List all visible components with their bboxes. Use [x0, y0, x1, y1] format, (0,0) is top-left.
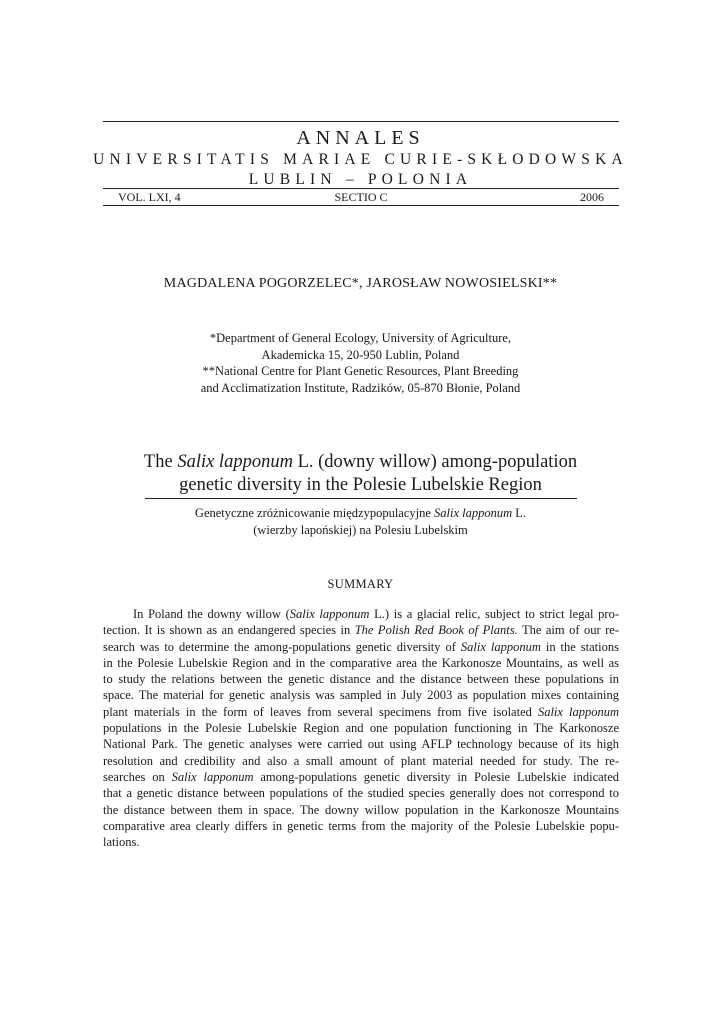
summary-line [103, 671, 619, 687]
summary-italic-text: Salix lapponum [289, 607, 370, 621]
summary-line [103, 818, 619, 834]
summary-text-run: plant materials in the form of leaves from several specimens from five isolated [103, 704, 538, 719]
title-rule [145, 498, 577, 499]
summary-line [103, 704, 619, 720]
summary-text-run: the distance between them in space. The downy willow population in the Karkonosze Mountains [103, 802, 619, 817]
header-top-rule [103, 121, 619, 122]
summary-text-run: in the stations [540, 639, 619, 654]
summary-line [103, 606, 619, 622]
summary-text-run: in the Polesie Lubelskie Region and in the comparative area the Karkonosze Mountains, as well as [103, 655, 619, 670]
summary-text-run: The aim of our re- [517, 623, 619, 638]
summary-text-run: comparative area clearly differs in genetic terms from the majority of the Polesie Lubelskie popu- [103, 818, 619, 833]
summary-text-run: L.) is a glacial relic, subject to strict legal pro- [369, 607, 619, 621]
affiliations [0, 330, 721, 396]
summary-italic-text: Salix lapponum [460, 639, 541, 654]
summary-line [103, 769, 619, 785]
summary-heading: SUMMARY [327, 577, 394, 591]
summary-line [103, 785, 619, 801]
authors: MAGDALENA POGORZELEC*, JAROSŁAW NOWOSIELSKI** [163, 276, 558, 291]
volume-number: VOL. LXI, 4 [118, 190, 181, 204]
summary-italic-text: Salix lapponum [537, 704, 619, 719]
header-bottom-rule [103, 205, 619, 206]
summary-italic-text: The Polish Red Book of Plants. [354, 623, 518, 638]
summary-text-run: lations. [103, 835, 140, 850]
polish-title-line-1: Genetyczne zróżnicowanie międzypopulacyjne Salix lapponum L. [194, 506, 527, 520]
summary-text-run: populations in the Polesie Lubelskie Region and one population functioning in The Karkonosze [103, 721, 619, 736]
affiliation-line: and Acclimatization Institute, Radzików, 05-870 Błonie, Poland [200, 380, 521, 395]
summary-text-run: that a genetic distance between populations of the studied species generally does not correspond to [103, 786, 619, 801]
journal-subtitle: UNIVERSITATIS MARIAE CURIE-SKŁODOWSKA [93, 151, 628, 168]
affiliation-line: *Department of General Ecology, University of Agriculture, [209, 331, 512, 345]
journal-title: ANNALES [296, 127, 425, 149]
summary-text-run: resolution and credibility and also a small amount of plant material needed for study. The re- [103, 753, 619, 768]
summary-line [103, 834, 619, 850]
summary-line [103, 639, 619, 655]
article-title [0, 451, 721, 497]
title-line-2: genetic diversity in the Polesie Lubelskie Region [179, 475, 542, 495]
summary-text-run: among-populations genetic diversity in Polesie Lubelskie indicated [253, 769, 619, 784]
title-line-1: The Salix lapponum L. (downy willow) among-population [143, 452, 578, 472]
summary-text-run: to study the relations between the genetic distance and the distance between these populations in [103, 672, 619, 687]
summary-line [103, 736, 619, 752]
polish-title-line-2: (wierzby lapońskiej) na Polesiu Lubelskim [253, 522, 468, 537]
summary-text-run: tection. It is shown as an endangered species in [103, 623, 355, 638]
summary-italic-text: Salix lapponum [171, 769, 254, 784]
summary-line [103, 802, 619, 818]
summary-text-run: space. The material for genetic analysis was sampled in July 2003 as population mixes containing [103, 688, 619, 703]
summary-line [103, 687, 619, 703]
summary-text-run: searches on [103, 769, 172, 784]
summary-line [103, 622, 619, 638]
journal-place: LUBLIN – POLONIA [248, 171, 473, 188]
section-label: SECTIO C [334, 190, 388, 204]
affiliation-line: Akademicka 15, 20-950 Lublin, Poland [261, 347, 460, 362]
affiliation-line: **National Centre for Plant Genetic Resources, Plant Breeding [202, 364, 519, 378]
polish-title [0, 505, 721, 538]
volume-year: 2006 [580, 190, 604, 204]
summary-text-run: search was to determine the among-populations genetic diversity of [103, 639, 461, 654]
summary-text [103, 606, 619, 850]
summary-text-run: National Park. The genetic analyses were carried out using AFLP technology because of its high [103, 737, 619, 752]
summary-line [103, 720, 619, 736]
summary-line [103, 753, 619, 769]
volume-line [103, 189, 619, 205]
summary-text-run: In Poland the downy willow ( [133, 607, 290, 621]
summary-line [103, 655, 619, 671]
